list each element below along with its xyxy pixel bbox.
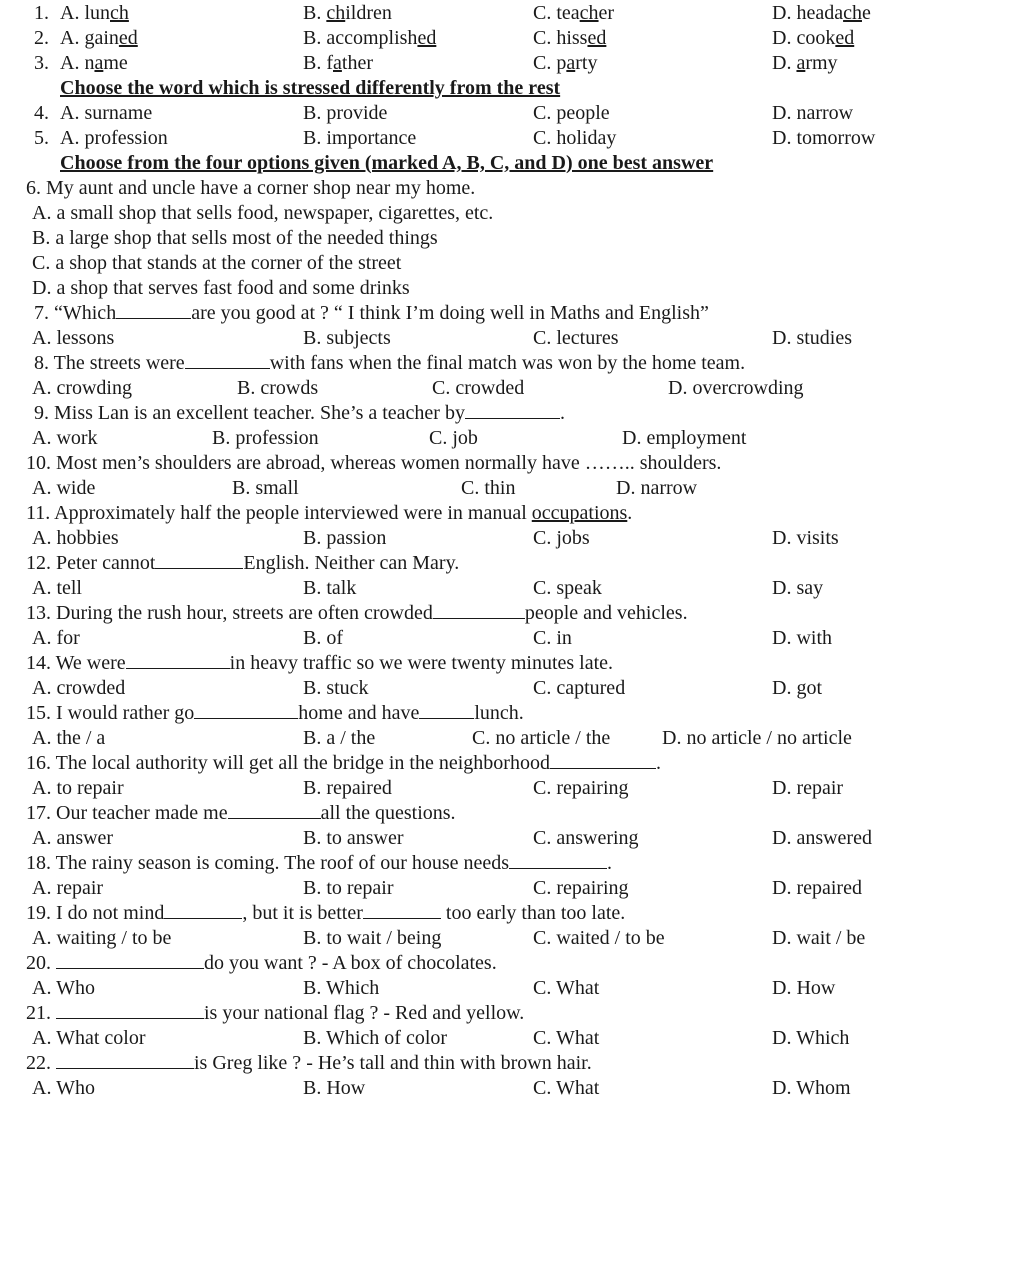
option-b: B. accomplished [303, 27, 437, 49]
option-c: C. What [533, 1077, 600, 1099]
option-a: A. hobbies [32, 527, 119, 549]
option-d: D. visits [772, 527, 839, 549]
option-c: C. no article / the [472, 727, 611, 749]
option-a: A. Who [32, 977, 95, 999]
option-c: C. job [429, 427, 478, 449]
option-a: A. What color [32, 1027, 146, 1049]
option-b: B. Which [303, 977, 380, 999]
answer-blank [56, 1052, 194, 1069]
option-b: B. How [303, 1077, 366, 1099]
option-d: D. studies [772, 327, 852, 349]
option-d: D. employment [622, 427, 747, 449]
option-c: C. What [533, 977, 600, 999]
option-b: B. provide [303, 102, 388, 124]
option-b: B. of [303, 627, 343, 649]
answer-blank [155, 552, 243, 569]
option-c: C. lectures [533, 327, 619, 349]
option-a: A. to repair [32, 777, 124, 799]
option-a: A. lessons [32, 327, 115, 349]
answer-blank [194, 702, 298, 719]
option-d: D. repair [772, 777, 844, 799]
option-a: A. work [32, 427, 98, 449]
question-number: 4. [34, 102, 49, 124]
option-a: A. for [32, 627, 80, 649]
option-c: C. holiday [533, 127, 617, 149]
answer-blank [550, 752, 656, 769]
option-a: A. surname [60, 102, 153, 124]
option-a: A. crowded [32, 677, 126, 699]
option-c: C. repairing [533, 877, 629, 899]
option-b: B. to answer [303, 827, 404, 849]
option-c: C. What [533, 1027, 600, 1049]
option-a: A. repair [32, 877, 104, 899]
question-number: 1. [34, 2, 49, 24]
option-b: B. to wait / being [303, 927, 442, 949]
option-b: B. Which of color [303, 1027, 448, 1049]
option-b: B. small [232, 477, 299, 499]
option-a: A. Who [32, 1077, 95, 1099]
option-c: C. party [533, 52, 598, 74]
answer-blank [228, 802, 321, 819]
option-d: D. Whom [772, 1077, 851, 1099]
answer-blank [164, 902, 242, 919]
option-a: A. wide [32, 477, 96, 499]
option-d: D. wait / be [772, 927, 866, 949]
answer-blank [116, 302, 191, 319]
option-b: B. children [303, 2, 392, 24]
question-number: 5. [34, 127, 49, 149]
option-b: B. talk [303, 577, 357, 599]
option-c: C. captured [533, 677, 626, 699]
option-d: D. Which [772, 1027, 850, 1049]
option-d: D. cooked [772, 27, 855, 49]
answer-blank [56, 952, 204, 969]
option-b: B. importance [303, 127, 417, 149]
option-d: D. with [772, 627, 832, 649]
option-b: B. crowds [237, 377, 319, 399]
option-b: B. stuck [303, 677, 369, 699]
option-b: B. passion [303, 527, 387, 549]
option-a: A. crowding [32, 377, 132, 399]
option-c: C. repairing [533, 777, 629, 799]
option-b: B. to repair [303, 877, 394, 899]
option-b: B. father [303, 52, 373, 74]
option-c: C. thin [461, 477, 516, 499]
option-c: C. teacher [533, 2, 615, 24]
option-c: C. jobs [533, 527, 590, 549]
option-c: C. in [533, 627, 572, 649]
option-d: D. army [772, 52, 838, 74]
option-b: B. profession [212, 427, 319, 449]
option-c: C. waited / to be [533, 927, 665, 949]
answer-blank [509, 852, 607, 869]
option-c: C. answering [533, 827, 639, 849]
option-c: C. crowded [432, 377, 525, 399]
answer-blank [56, 1002, 204, 1019]
option-d: D. repaired [772, 877, 862, 899]
option-b: B. subjects [303, 327, 391, 349]
option-d: D. narrow [772, 102, 854, 124]
option-d: D. How [772, 977, 836, 999]
option-a: A. tell [32, 577, 82, 599]
option-a: A. waiting / to be [32, 927, 172, 949]
option-a: A. the / a [32, 727, 106, 749]
option-a: A. gained [60, 27, 138, 49]
option-d: D. got [772, 677, 822, 699]
option-b: B. repaired [303, 777, 392, 799]
option-d: D. tomorrow [772, 127, 876, 149]
option-d: D. answered [772, 827, 872, 849]
option-d: D. overcrowding [668, 377, 804, 399]
question-number: 2. [34, 27, 49, 49]
option-b: B. a / the [303, 727, 376, 749]
question-number: 3. [34, 52, 49, 74]
answer-blank [126, 652, 230, 669]
answer-blank [433, 602, 525, 619]
option-d: D. headache [772, 2, 871, 24]
option-c: C. speak [533, 577, 602, 599]
option-c: C. people [533, 102, 610, 124]
answer-blank [185, 352, 270, 369]
option-a: A. profession [60, 127, 168, 149]
option-d: D. no article / no article [662, 727, 852, 749]
answer-blank [419, 702, 474, 719]
option-a: A. name [60, 52, 128, 74]
answer-blank [465, 402, 560, 419]
option-d: D. narrow [616, 477, 698, 499]
option-c: C. hissed [533, 27, 607, 49]
option-a: A. answer [32, 827, 114, 849]
answer-blank [363, 902, 441, 919]
option-a: A. lunch [60, 2, 129, 24]
option-d: D. say [772, 577, 824, 599]
